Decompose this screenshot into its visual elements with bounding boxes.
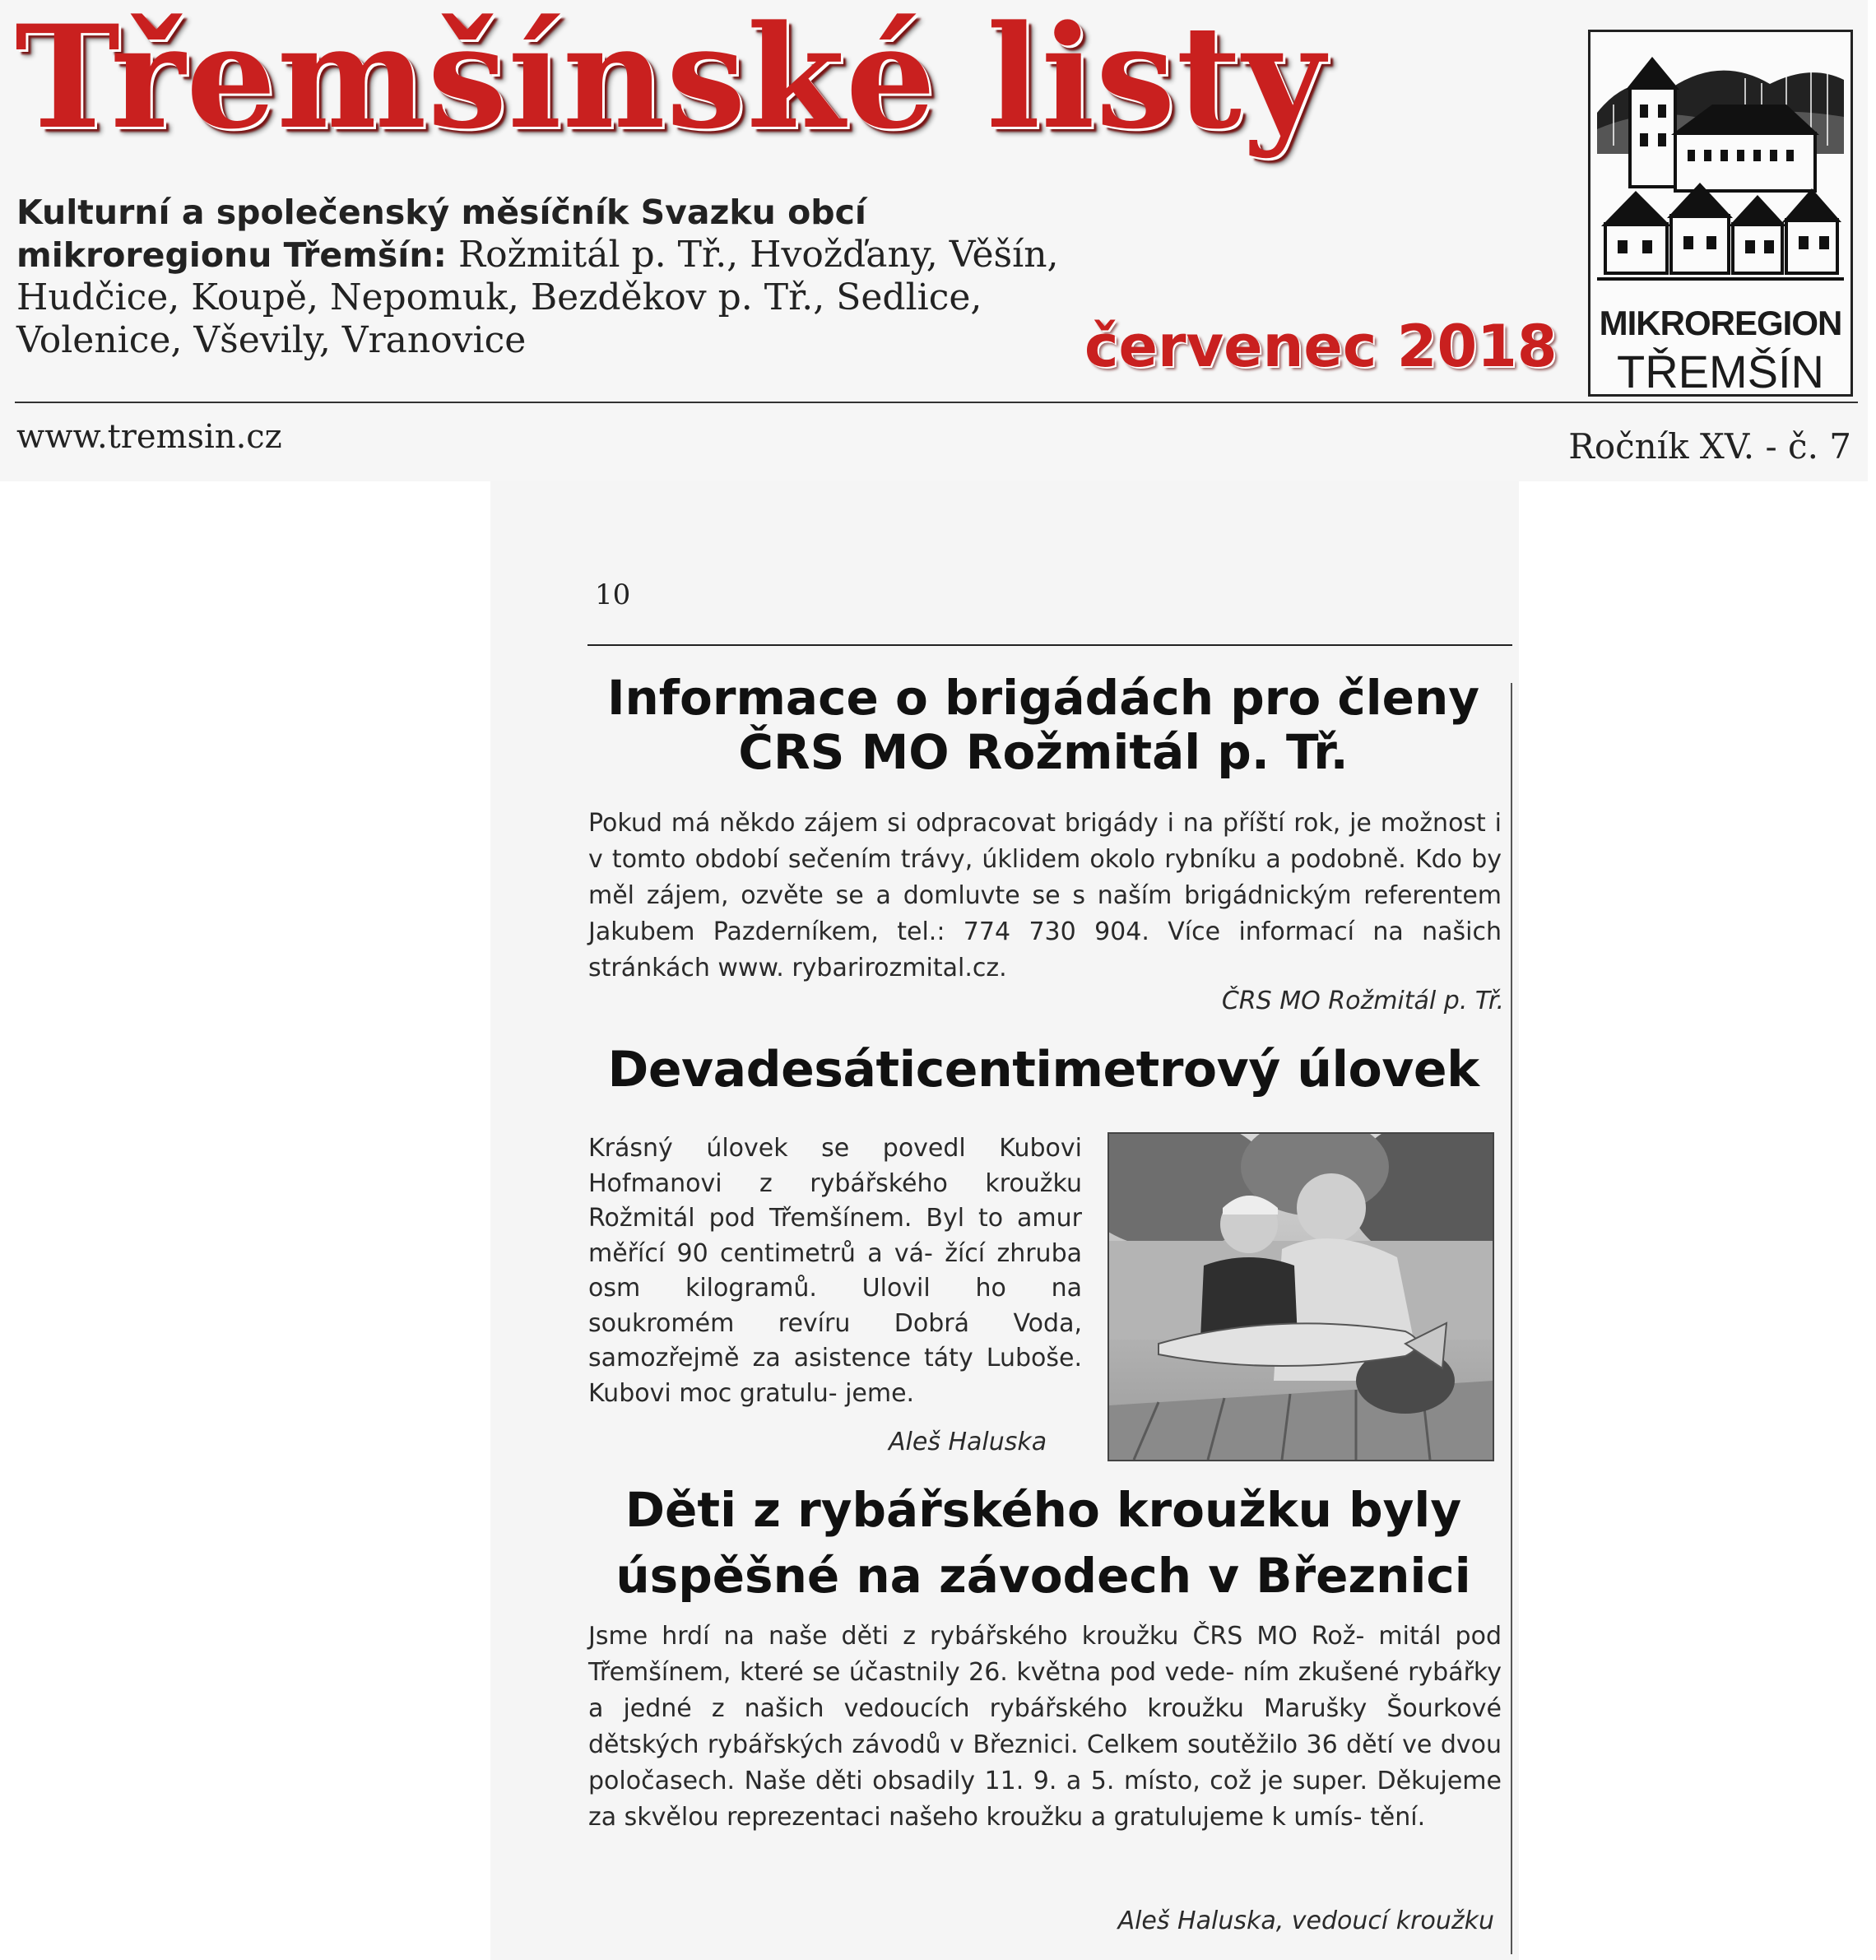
article-3-headline-line2: úspěšné na závodech v Březnici: [615, 1548, 1471, 1604]
volume-number: Ročník XV. - č. 7: [1568, 426, 1851, 467]
article-1-headline-line1: Informace o brigádách pro členy: [606, 670, 1480, 726]
fishing-photo: [1107, 1132, 1494, 1461]
castle-logo-icon: [1597, 39, 1844, 300]
website-link[interactable]: www.tremsin.cz: [16, 418, 282, 456]
logo-text-tremsin: TŘEMŠÍN: [1617, 346, 1824, 397]
newspaper-title: Třemšínské listy: [15, 0, 1326, 160]
subtitle-bold: Kulturní a společenský měsíčník Svazku obcí mikroregionu Třemšín:: [16, 193, 866, 275]
article-1-headline-line2: ČRS MO Rožmitál p. Tř.: [738, 724, 1349, 780]
article-2-body: Krásný úlovek se povedl Kubovi Hofmanovi z rybářského kroužku Rožmitál pod Třemšínem. Byl to amur měřící 90 centimetrů a vá- žící zhruba osm kilogramů. Ulovil ho na soukromém revíru Dobrá Voda, samozřejmě za asistence táty Luboše. Kubovi moc gratulu- jeme.: [588, 1134, 1082, 1408]
page-clipping: [490, 481, 1519, 1960]
article-2-signature: Aleš Haluska: [889, 1428, 1047, 1456]
article-3-signature: Aleš Haluska, vedoucí kroužku: [1117, 1907, 1494, 1935]
issue-date: červenec 2018: [1084, 313, 1558, 380]
article-3-body: Jsme hrdí na naše děti z rybářského kroužku ČRS MO Rož- mitál pod Třemšínem, které se účastnily 26. května pod vede- ním zkušené rybářky a jedné z našich vedoucích rybářského kroužku Marušky Šourkové dětských rybářských závodů v Březnici. Celkem soutěžilo 36 dětí ve dvou poločasech. Naše děti obsadily 11. 9. a 5. místo, což je super. Děkujeme za skvělou reprezentaci našeho kroužku a gratulujeme k umís- tění.: [588, 1622, 1502, 1832]
fishing-photo-icon: [1109, 1134, 1493, 1460]
page-number: 10: [595, 578, 631, 611]
subtitle-municipalities: Rožmitál p. Tř., Hvožďany, Věšín, Hudčice, Koupě, Nepomuk, Bezděkov p. Tř., Sedlice, Volenice, Vševily, Vranovice: [16, 234, 1059, 361]
article-1-body: Pokud má někdo zájem si odpracovat brigády i na příští rok, je možnost i v tomto období sečením trávy, úklidem okolo rybníku a podobně. Kdo by měl zájem, ozvěte se a domluvte se s naším brigádnickým referentem Jakubem Pazderníkem, tel.: 774 730 904. Více informací na našich stránkách www. rybarirozmital.cz.: [588, 809, 1502, 982]
article-1-signature: ČRS MO Rožmitál p. Tř.: [1221, 987, 1504, 1015]
masthead-subtitle: [16, 191, 1086, 362]
page-header-rule: [587, 644, 1512, 646]
article-3-headline: [583, 1477, 1504, 1609]
masthead-clipping: [0, 0, 1868, 481]
masthead-divider: [15, 402, 1858, 403]
article-2-headline: Devadesáticentimetrový úlovek: [607, 1041, 1479, 1098]
mikroregion-logo: [1588, 30, 1853, 397]
article-3-headline-line1: Děti z rybářského kroužku byly: [625, 1482, 1462, 1538]
logo-text-mikroregion: MIKROREGION: [1599, 304, 1842, 342]
column-rule: [1511, 683, 1512, 1954]
article-1-headline: [583, 671, 1504, 779]
